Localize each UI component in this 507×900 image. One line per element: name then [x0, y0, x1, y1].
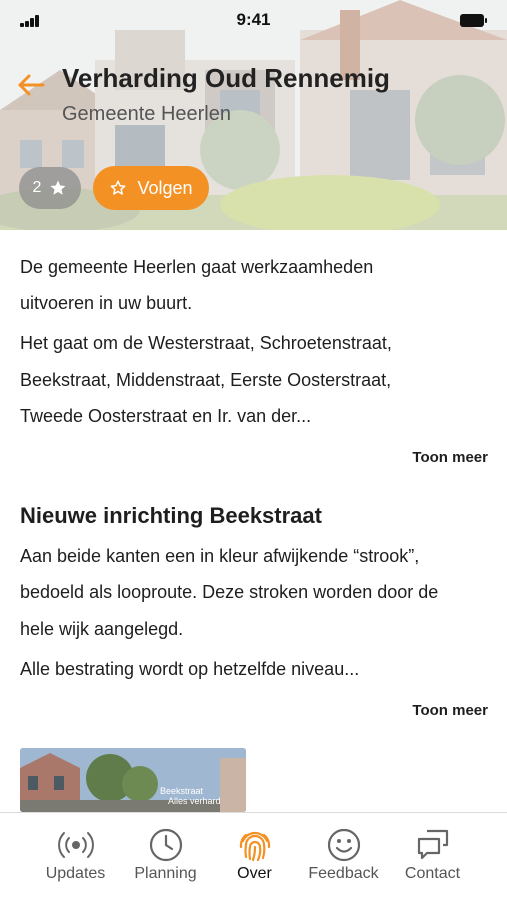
- intro-text-line-4: Beekstraat, Middenstraat, Eerste Oosterstraat,: [20, 370, 392, 390]
- section-title: Nieuwe inrichting Beekstraat: [20, 503, 322, 528]
- follow-button[interactable]: [93, 166, 209, 210]
- intro-text-line-1: De gemeente Heerlen gaat werkzaamheden: [20, 257, 374, 277]
- image-caption: [160, 786, 221, 806]
- status-bar: [0, 0, 507, 40]
- tab-planning-label: Planning: [134, 865, 197, 882]
- section-text-line-3: hele wijk aangelegd.: [20, 619, 184, 639]
- clock-icon: [148, 827, 184, 863]
- arrow-left-icon: [17, 73, 45, 97]
- star-filled-icon: [49, 179, 67, 197]
- section-image[interactable]: [20, 748, 246, 812]
- intro-text-line-5: Tweede Oosterstraat en Ir. van der...: [20, 406, 312, 426]
- tab-over[interactable]: [204, 813, 305, 900]
- rating-count: 2: [32, 179, 42, 196]
- status-time: 9:41: [236, 10, 271, 29]
- tab-contact-label: Contact: [404, 865, 461, 882]
- tab-planning[interactable]: [115, 813, 216, 900]
- tab-contact[interactable]: [382, 813, 483, 900]
- battery-icon: [460, 14, 487, 27]
- page-subtitle: Gemeente Heerlen: [62, 103, 231, 125]
- section-text-line-1: Aan beide kanten een in kleur afwijkende “strook”,: [20, 546, 420, 566]
- intro-show-more-link[interactable]: Toon meer: [412, 449, 488, 466]
- tab-updates[interactable]: [25, 813, 126, 900]
- chat-bubbles-icon: [415, 827, 451, 863]
- bottom-tab-bar: [0, 812, 507, 900]
- image-caption-subtitle: Alles verhard: [168, 796, 221, 806]
- smiley-icon: [326, 827, 362, 863]
- section-show-more-link[interactable]: Toon meer: [412, 702, 488, 719]
- project-header: [0, 0, 507, 230]
- tab-updates-label: Updates: [45, 865, 106, 882]
- intro-text-line-3: Het gaat om de Westerstraat, Schroetenstraat,: [20, 333, 392, 353]
- section-text-line-2: bedoeld als looproute. Deze stroken worden door de: [20, 582, 439, 602]
- follow-label: Volgen: [137, 177, 193, 198]
- image-caption-title: Beekstraat: [160, 786, 204, 796]
- intro-text-line-2: uitvoeren in uw buurt.: [20, 293, 193, 313]
- star-outline-icon: [109, 179, 127, 197]
- page-title: Verharding Oud Rennemig: [62, 63, 390, 93]
- back-button[interactable]: [14, 68, 48, 102]
- tab-feedback-label: Feedback: [308, 865, 379, 882]
- fingerprint-icon: [237, 827, 273, 863]
- tab-feedback[interactable]: [293, 813, 394, 900]
- tab-over-label: Over: [237, 865, 272, 882]
- section-text-line-4: Alle bestrating wordt op hetzelfde niveau...: [20, 659, 360, 679]
- rating-badge: [19, 167, 81, 209]
- broadcast-icon: [58, 827, 94, 863]
